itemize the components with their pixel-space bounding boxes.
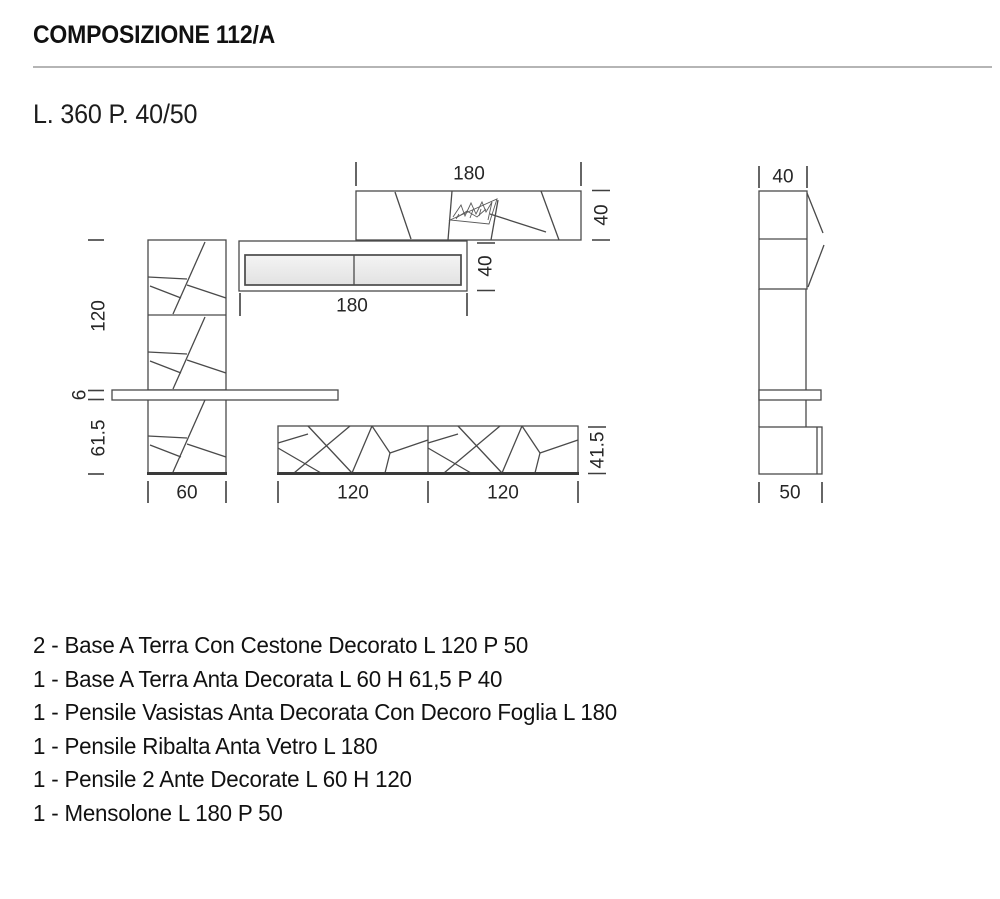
header-divider	[33, 66, 992, 68]
part-item-base-cestone: 2 - Base A Terra Con Cestone Decorato L 120 P 50	[33, 632, 529, 658]
pensile-2-ante-decorate	[148, 240, 226, 390]
mensolone-side	[759, 390, 821, 400]
side-view	[759, 166, 824, 504]
dim-base-right-width: 120	[487, 482, 519, 504]
dim-column-width: 60	[176, 482, 198, 504]
mensolone	[112, 390, 338, 400]
side-profile	[759, 191, 824, 474]
parts-list	[33, 629, 635, 830]
part-item-pensile-2ante: 1 - Pensile 2 Ante Decorate L 60 H 120	[33, 766, 412, 792]
vasistas-swing-line	[807, 193, 823, 233]
page-title: COMPOSIZIONE 112/A	[33, 21, 276, 49]
dim-column-upper-height: 120	[88, 300, 110, 332]
dim-base-left-width: 120	[337, 482, 369, 504]
part-item-pensile-vasistas: 1 - Pensile Vasistas Anta Decorata Con Decoro Foglia L 180	[33, 699, 618, 725]
dim-base-height: 41.5	[587, 431, 609, 469]
dim-top-pensile-width: 180	[453, 163, 485, 185]
part-item-pensile-ribalta: 1 - Pensile Ribalta Anta Vetro L 180	[33, 732, 378, 759]
dim-column-lower-height: 61.5	[88, 419, 110, 457]
base-side	[759, 427, 822, 474]
technical-drawing	[0, 140, 1000, 550]
part-item-mensolone: 1 - Mensolone L 180 P 50	[33, 799, 283, 826]
front-view	[70, 162, 613, 504]
dim-shelf-thickness: 6	[69, 389, 91, 401]
ribalta-swing-line	[808, 245, 824, 287]
part-item-base-anta: 1 - Base A Terra Anta Decorata L 60 H 61,5 P 40	[33, 665, 503, 692]
dim-side-top-depth: 40	[772, 166, 794, 188]
pensile-ribalta-vetro	[239, 241, 467, 291]
base-anta-decorata	[147, 398, 227, 474]
pensile-vasistas-decorata	[356, 191, 581, 240]
dim-glass-pensile-width: 180	[336, 295, 368, 317]
dim-glass-pensile-depth: 40	[475, 255, 497, 277]
basi-cestone	[277, 426, 579, 474]
composition-dimensions: L. 360 P. 40/50	[33, 99, 198, 129]
dim-top-pensile-depth: 40	[591, 204, 613, 226]
dim-side-bottom-depth: 50	[779, 482, 801, 504]
